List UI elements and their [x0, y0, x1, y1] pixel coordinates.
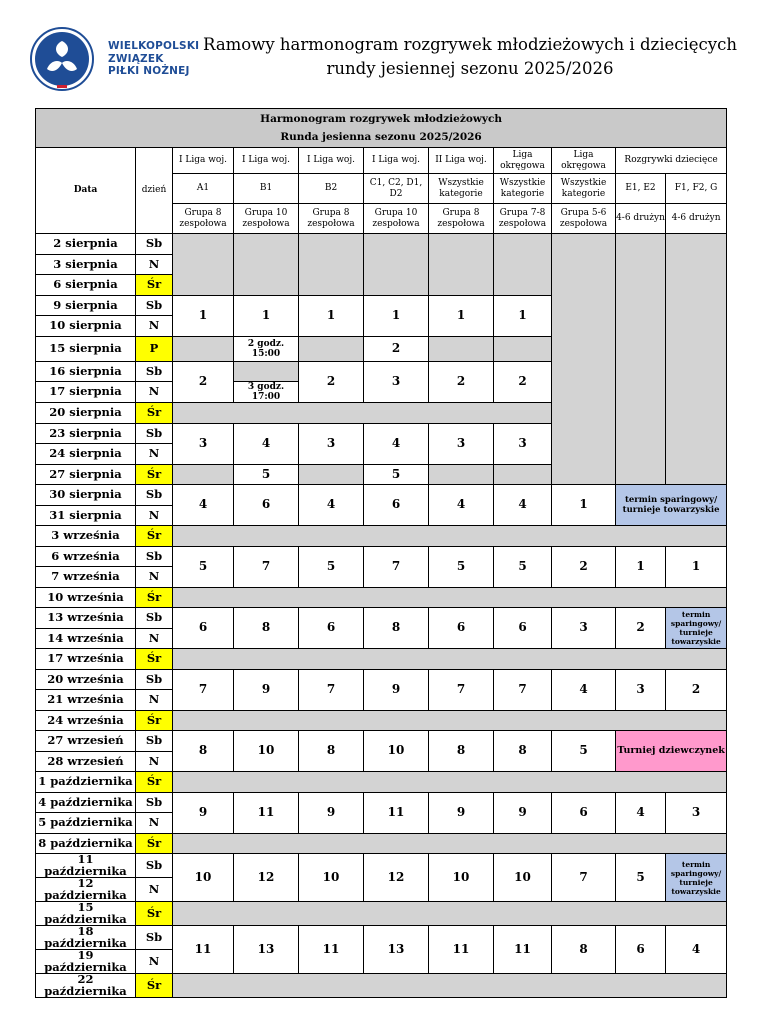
round-cell: 4: [429, 485, 494, 526]
round-cell: 3: [429, 423, 494, 464]
date-cell: 27 wrzesień: [36, 731, 136, 752]
round-cell: 7: [364, 546, 429, 587]
day-cell: N: [136, 567, 173, 588]
day-cell: N: [136, 950, 173, 974]
round-cell: 9: [494, 792, 552, 833]
date-cell: 24 sierpnia: [36, 444, 136, 465]
round-cell: 9: [299, 792, 364, 833]
round-cell: 3: [299, 423, 364, 464]
category-header: Wszystkie kategorie: [429, 174, 494, 204]
round-cell: 5: [429, 546, 494, 587]
day-cell: Śr: [136, 587, 173, 608]
round-cell: 2: [364, 336, 429, 361]
round-cell: 4: [173, 485, 234, 526]
category-header: B2: [299, 174, 364, 204]
round-cell: 5: [364, 464, 429, 485]
round-cell: 9: [364, 669, 429, 710]
date-cell: 14 września: [36, 628, 136, 649]
category-header: Wszystkie kategorie: [552, 174, 616, 204]
date-cell: 10 września: [36, 587, 136, 608]
category-header: C1, C2, D1, D2: [364, 174, 429, 204]
date-cell: 24 września: [36, 710, 136, 731]
round-cell: 5: [494, 546, 552, 587]
page-title: Ramowy harmonogram rozgrywek młodzieżowych i dziecięcych rundy jesiennej sezonu 2025/2026: [203, 35, 737, 78]
date-cell: 1 października: [36, 772, 136, 793]
category-header: E1, E2: [616, 174, 666, 204]
logo-text: WIELKOPOLSKI ZWIĄZEK PIŁKI NOŻNEJ: [108, 40, 200, 77]
round-cell: 13: [234, 926, 299, 974]
round-cell: 5: [616, 854, 666, 902]
sparring-note: termin sparingowy/ turnieje towarzyskie: [666, 854, 727, 902]
round-cell: 6: [494, 608, 552, 649]
day-cell: N: [136, 316, 173, 337]
day-cell: N: [136, 690, 173, 711]
date-cell: 18 października: [36, 926, 136, 950]
category-header: F1, F2, G: [666, 174, 727, 204]
round-cell: 3: [494, 423, 552, 464]
date-cell: 20 września: [36, 669, 136, 690]
round-cell: 10: [429, 854, 494, 902]
round-cell: 1: [429, 295, 494, 336]
round-cell: 6: [429, 608, 494, 649]
round-cell: 10: [364, 731, 429, 772]
day-cell: N: [136, 813, 173, 834]
group-header: Grupa 7-8 zespołowa: [494, 204, 552, 234]
day-cell: N: [136, 444, 173, 465]
date-cell: 20 sierpnia: [36, 403, 136, 424]
round-cell: 10: [494, 854, 552, 902]
day-cell: P: [136, 336, 173, 361]
round-cell: 6: [552, 792, 616, 833]
round-cell: 1: [173, 295, 234, 336]
day-cell: Sb: [136, 423, 173, 444]
day-cell: N: [136, 878, 173, 902]
group-header: Grupa 10 zespołowa: [364, 204, 429, 234]
round-cell: 11: [494, 926, 552, 974]
date-cell: 15 sierpnia: [36, 336, 136, 361]
round-cell: 5: [552, 731, 616, 772]
round-cell: 6: [364, 485, 429, 526]
round-cell: 8: [364, 608, 429, 649]
day-cell: Sb: [136, 361, 173, 382]
date-cell: 31 sierpnia: [36, 505, 136, 526]
league-header: Liga okręgowa: [494, 148, 552, 174]
round-cell: 9: [234, 669, 299, 710]
round-cell: 6: [234, 485, 299, 526]
round-cell: 4: [364, 423, 429, 464]
round-cell: 7: [429, 669, 494, 710]
round-cell: 1: [364, 295, 429, 336]
wzpn-logo-icon: [30, 27, 94, 91]
round-cell: 1: [552, 485, 616, 526]
round-cell: 11: [429, 926, 494, 974]
league-header: I Liga woj.: [234, 148, 299, 174]
round-cell: 1: [234, 295, 299, 336]
day-cell: Sb: [136, 546, 173, 567]
round-cell: 4: [234, 423, 299, 464]
day-cell: N: [136, 505, 173, 526]
day-cell: Śr: [136, 772, 173, 793]
round-cell: 7: [494, 669, 552, 710]
group-header: Grupa 8 zespołowa: [429, 204, 494, 234]
date-cell: 6 sierpnia: [36, 275, 136, 296]
round-cell: 9: [429, 792, 494, 833]
day-cell: Sb: [136, 234, 173, 255]
group-header: 4-6 drużyn: [616, 204, 666, 234]
round-cell: 5: [234, 464, 299, 485]
day-cell: N: [136, 254, 173, 275]
round-cell: 2: [494, 361, 552, 403]
day-cell: Śr: [136, 710, 173, 731]
round-cell: 1: [299, 295, 364, 336]
league-header: I Liga woj.: [299, 148, 364, 174]
round-cell: 4: [666, 926, 727, 974]
round-cell: 12: [234, 854, 299, 902]
category-header: B1: [234, 174, 299, 204]
round-cell: 8: [429, 731, 494, 772]
round-cell: 7: [552, 854, 616, 902]
date-cell: 28 wrzesień: [36, 751, 136, 772]
sparring-note: termin sparingowy/ turnieje towarzyskie: [616, 485, 727, 526]
day-cell: Śr: [136, 526, 173, 547]
round-cell: 5: [299, 546, 364, 587]
round-cell: 2: [616, 608, 666, 649]
day-cell: Sb: [136, 608, 173, 629]
sparring-note: termin sparingowy/ turnieje towarzyskie: [666, 608, 727, 649]
round-cell: 4: [616, 792, 666, 833]
day-cell: Sb: [136, 926, 173, 950]
date-cell: 3 sierpnia: [36, 254, 136, 275]
round-cell: 6: [173, 608, 234, 649]
round-cell: 11: [299, 926, 364, 974]
round-cell: 1: [494, 295, 552, 336]
date-cell: 2 sierpnia: [36, 234, 136, 255]
round-cell: 3: [666, 792, 727, 833]
date-cell: 15 października: [36, 902, 136, 926]
round-cell: 8: [552, 926, 616, 974]
group-header: Grupa 5-6 zespołowa: [552, 204, 616, 234]
day-cell: Sb: [136, 854, 173, 878]
round-cell: 2 godz. 15:00: [234, 336, 299, 361]
schedule-table: [35, 108, 727, 998]
round-cell: 11: [234, 792, 299, 833]
round-cell: 7: [173, 669, 234, 710]
date-cell: 10 sierpnia: [36, 316, 136, 337]
date-cell: 17 września: [36, 649, 136, 670]
day-cell: N: [136, 382, 173, 403]
round-cell: 2: [666, 669, 727, 710]
league-header: II Liga woj.: [429, 148, 494, 174]
round-cell: 7: [234, 546, 299, 587]
day-cell: Śr: [136, 649, 173, 670]
day-cell: Śr: [136, 902, 173, 926]
day-cell: N: [136, 751, 173, 772]
round-cell: 10: [234, 731, 299, 772]
day-cell: Śr: [136, 974, 173, 998]
day-cell: Śr: [136, 403, 173, 424]
date-cell: 13 września: [36, 608, 136, 629]
date-cell: 5 października: [36, 813, 136, 834]
group-header: Grupa 8 zespołowa: [299, 204, 364, 234]
round-cell: 3: [552, 608, 616, 649]
date-cell: 9 sierpnia: [36, 295, 136, 316]
round-cell: 2: [173, 361, 234, 403]
date-cell: 23 sierpnia: [36, 423, 136, 444]
round-cell: 7: [299, 669, 364, 710]
round-cell: 4: [299, 485, 364, 526]
day-cell: Sb: [136, 792, 173, 813]
day-cell: Sb: [136, 731, 173, 752]
round-cell: 3 godz. 17:00: [234, 382, 299, 403]
date-cell: 11 października: [36, 854, 136, 878]
date-cell: 6 września: [36, 546, 136, 567]
round-cell: 10: [299, 854, 364, 902]
date-cell: 4 października: [36, 792, 136, 813]
round-cell: 1: [616, 546, 666, 587]
day-cell: Sb: [136, 295, 173, 316]
group-header: Grupa 10 zespołowa: [234, 204, 299, 234]
round-cell: 1: [666, 546, 727, 587]
table-banner: Harmonogram rozgrywek młodzieżowych Runda jesienna sezonu 2025/2026: [36, 109, 727, 148]
date-cell: 27 sierpnia: [36, 464, 136, 485]
date-cell: 17 sierpnia: [36, 382, 136, 403]
round-cell: 9: [173, 792, 234, 833]
col-header-dzien: dzień: [136, 148, 173, 234]
day-cell: Śr: [136, 464, 173, 485]
round-cell: 2: [429, 361, 494, 403]
date-cell: 30 sierpnia: [36, 485, 136, 506]
date-cell: 19 października: [36, 950, 136, 974]
girls-tournament-note: Turniej dziewczynek: [616, 731, 727, 772]
group-header: 4-6 drużyn: [666, 204, 727, 234]
round-cell: 4: [552, 669, 616, 710]
round-cell: 6: [616, 926, 666, 974]
round-cell: 3: [364, 361, 429, 403]
round-cell: 10: [173, 854, 234, 902]
round-cell: 8: [234, 608, 299, 649]
league-header: Liga okręgowa: [552, 148, 616, 174]
day-cell: N: [136, 628, 173, 649]
day-cell: Sb: [136, 485, 173, 506]
round-cell: 3: [173, 423, 234, 464]
round-cell: 12: [364, 854, 429, 902]
date-cell: 21 września: [36, 690, 136, 711]
day-cell: Śr: [136, 833, 173, 854]
league-header: I Liga woj.: [173, 148, 234, 174]
round-cell: 6: [299, 608, 364, 649]
round-cell: 11: [364, 792, 429, 833]
round-cell: 8: [173, 731, 234, 772]
league-header: I Liga woj.: [364, 148, 429, 174]
round-cell: 2: [299, 361, 364, 403]
date-cell: 8 października: [36, 833, 136, 854]
round-cell: 2: [552, 546, 616, 587]
date-cell: 12 października: [36, 878, 136, 902]
round-cell: 8: [494, 731, 552, 772]
date-cell: 7 września: [36, 567, 136, 588]
round-cell: 5: [173, 546, 234, 587]
round-cell: 4: [494, 485, 552, 526]
date-cell: 22 października: [36, 974, 136, 998]
round-cell: 11: [173, 926, 234, 974]
col-header-data: Data: [36, 148, 136, 234]
round-cell: 13: [364, 926, 429, 974]
category-header: Wszystkie kategorie: [494, 174, 552, 204]
round-cell: 3: [616, 669, 666, 710]
day-cell: Sb: [136, 669, 173, 690]
category-header: A1: [173, 174, 234, 204]
date-cell: 16 sierpnia: [36, 361, 136, 382]
group-header: Grupa 8 zespołowa: [173, 204, 234, 234]
league-header: Rozgrywki dziecięce: [616, 148, 727, 174]
date-cell: 3 września: [36, 526, 136, 547]
round-cell: 8: [299, 731, 364, 772]
day-cell: Śr: [136, 275, 173, 296]
